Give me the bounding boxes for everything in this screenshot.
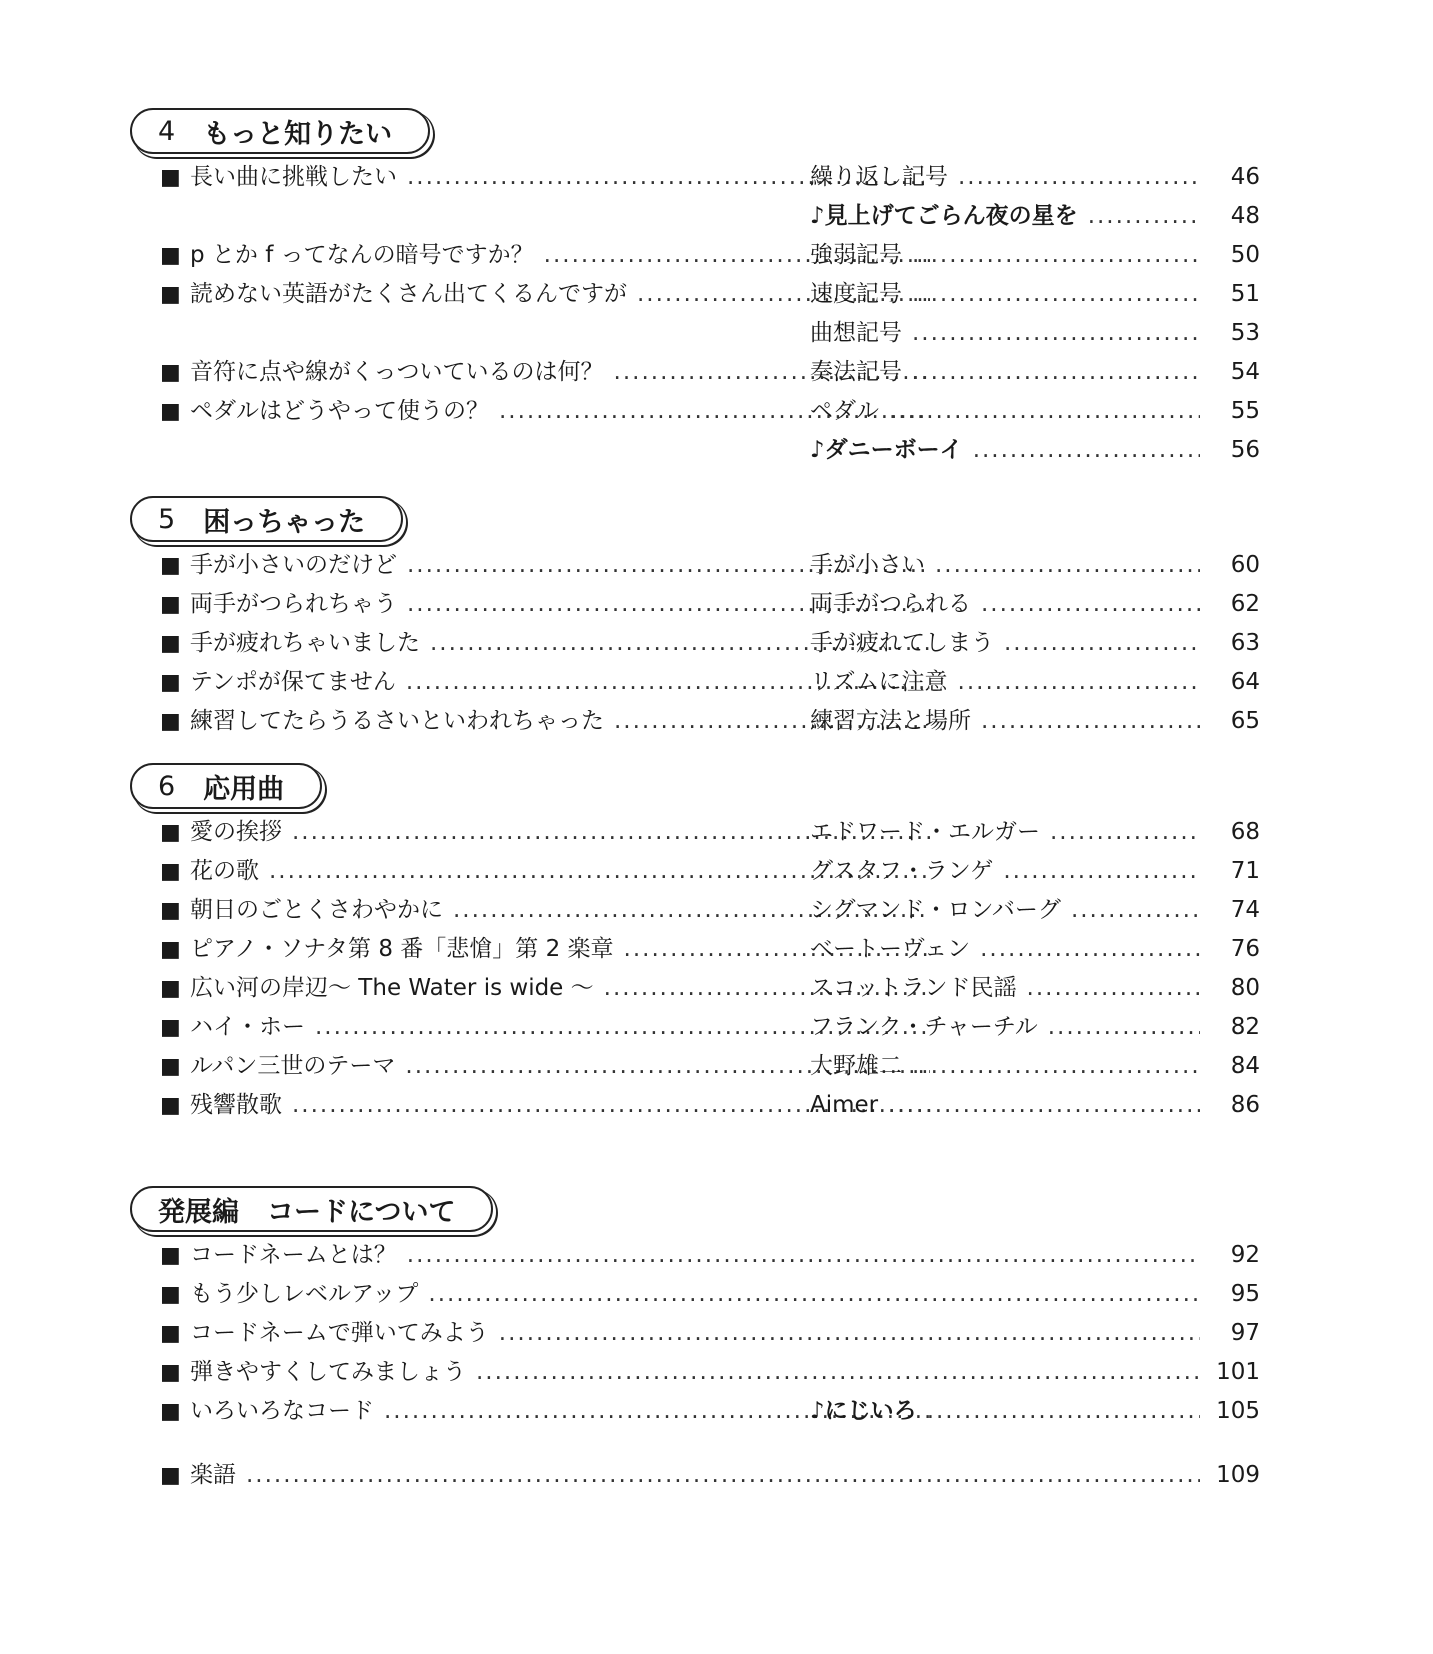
toc-composer: 大野雄二 [810,1053,902,1079]
toc-subtopic: 曲想記号 [810,320,902,346]
toc-composer: シグマンド・ロンバーグ [810,897,1061,923]
leader-dots [428,1275,1200,1314]
toc-row[interactable] [130,546,1260,585]
section-glossary [130,1456,1260,1495]
toc-row[interactable] [130,353,1260,392]
toc-subtopic: 速度記号 [810,281,902,307]
bullet-icon: ■ [160,820,181,845]
toc-topic: いろいろなコード [190,1398,374,1424]
page-number: 109 [1216,1462,1260,1488]
bullet-icon: ■ [160,1243,181,1268]
toc-row[interactable] [130,852,1260,891]
page-number: 80 [1230,975,1260,1001]
leader-dots [476,1353,1200,1392]
page-number: 64 [1230,669,1260,695]
toc-row[interactable] [130,1275,1260,1314]
toc-topic: ピアノ・ソナタ第 8 番「悲愴」第 2 楽章 [190,936,614,962]
toc-row[interactable] [130,1236,1260,1275]
toc-topic: 愛の挨拶 [190,819,282,845]
page-number: 62 [1230,591,1260,617]
toc-song: ♪見上げてごらん夜の星を [810,203,1078,229]
page-number: 65 [1230,708,1260,734]
leader-dots [1048,1008,1200,1047]
bullet-icon: ■ [160,898,181,923]
toc-row[interactable] [130,197,1260,236]
section-number: 6 [158,770,176,802]
page-number: 92 [1230,1242,1260,1268]
bullet-icon: ■ [160,1282,181,1307]
toc-topic: もう少しレベルアップ [190,1281,419,1307]
toc-topic: p とか f ってなんの暗号ですか？ [190,242,534,268]
page-number: 51 [1230,281,1260,307]
toc-subtopic: 両手がつられる [810,591,971,617]
bullet-icon: ■ [160,709,181,734]
leader-dots [912,1047,1200,1086]
leader-dots [981,702,1200,741]
leader-dots [912,275,1200,314]
bullet-icon: ■ [160,1463,181,1488]
leader-dots [935,546,1200,585]
toc-row[interactable] [130,158,1260,197]
leader-dots [888,1086,1200,1125]
toc-composer: ベートーヴェン [810,936,971,962]
toc-topic: 手が疲れちゃいました [190,630,420,656]
leader-dots [1027,969,1200,1008]
toc-row[interactable] [130,585,1260,624]
toc-row[interactable] [130,624,1260,663]
toc-row[interactable] [130,663,1260,702]
bullet-icon: ■ [160,1015,181,1040]
toc-topic: 朝日のごとくさわやかに [190,897,443,923]
bullet-icon: ■ [160,592,181,617]
toc-row[interactable] [130,813,1260,852]
leader-dots [1004,624,1200,663]
section-header [130,1186,493,1232]
page-number: 76 [1230,936,1260,962]
section-advanced [130,1186,1260,1431]
page-number: 56 [1230,437,1260,463]
leader-dots [981,585,1200,624]
toc-topic: ハイ・ホー [190,1014,305,1040]
page-number: 50 [1230,242,1260,268]
leader-dots [1050,813,1200,852]
toc-song: ♪ダニーボーイ [810,437,963,463]
page-number: 101 [1216,1359,1260,1385]
leader-dots [1003,852,1200,891]
section-4 [130,108,1260,470]
bullet-icon: ■ [160,859,181,884]
section-6 [130,763,1260,1125]
toc-row[interactable] [130,969,1260,1008]
toc-composer: フランク・チャーチル [810,1014,1038,1040]
toc-topic: 音符に点や線がくっついているのは何？ [190,359,604,385]
toc-row[interactable] [130,702,1260,741]
toc-composer: グスタフ・ランゲ [810,858,994,884]
leader-dots [407,1236,1200,1275]
toc-topic: ペダルはどうやって使うの？ [190,398,489,424]
toc-topic: テンポが保てません [190,669,396,695]
leader-dots [499,1314,1200,1353]
bullet-icon: ■ [160,1399,181,1424]
toc-topic: 長い曲に挑戦したい [190,164,397,190]
toc-row[interactable] [130,1353,1260,1392]
toc-topic: 手が小さいのだけど [190,552,397,578]
page-number: 63 [1230,630,1260,656]
leader-dots [912,236,1200,275]
toc-subtopic: リズムに注意 [810,669,948,695]
leader-dots [1071,891,1200,930]
section-title: 困っちゃった [203,506,366,538]
toc-topic: 残響散歌 [190,1092,282,1118]
toc-subtopic: 練習方法と場所 [810,708,971,734]
leader-dots [912,314,1200,353]
toc-topic: 花の歌 [190,858,259,884]
bullet-icon: ■ [160,1321,181,1346]
toc-composer: Aimer [810,1092,879,1118]
toc-topic: 楽語 [190,1462,236,1488]
toc-subtopic: 手が小さい [810,552,925,578]
bullet-icon: ■ [160,282,181,307]
toc-row[interactable] [130,1008,1260,1047]
page-number: 84 [1230,1053,1260,1079]
section-number: 発展編 [158,1196,239,1228]
leader-dots [246,1456,1200,1495]
page-number: 48 [1230,203,1260,229]
leader-dots [958,663,1200,702]
toc-topic: 読めない英語がたくさん出てくるんですが [190,281,627,307]
section-number: 4 [158,115,176,147]
toc-topic: 弾きやすくしてみましょう [190,1359,466,1385]
toc-subtopic: 奏法記号 [810,359,902,385]
leader-dots [958,158,1200,197]
toc-subtopic: ペダル [810,398,879,424]
bullet-icon: ■ [160,399,181,424]
page-number: 71 [1230,858,1260,884]
page-number: 97 [1230,1320,1260,1346]
page-number: 82 [1230,1014,1260,1040]
page-number: 60 [1230,552,1260,578]
page-number: 55 [1230,398,1260,424]
leader-dots [889,392,1200,431]
toc-topic: 広い河の岸辺〜 The Water is wide 〜 [190,975,594,1001]
leader-dots [927,1392,1200,1431]
bullet-icon: ■ [160,1054,181,1079]
toc-row[interactable] [130,1314,1260,1353]
toc-row[interactable] [130,314,1260,353]
toc-song: ♪にじいろ [810,1398,917,1424]
section-number: 5 [158,503,176,535]
toc-topic: コードネームで弾いてみよう [190,1320,489,1346]
bullet-icon: ■ [160,976,181,1001]
section-header [130,108,430,154]
leader-dots [980,930,1200,969]
page-number: 95 [1230,1281,1260,1307]
section-5 [130,496,1260,741]
section-title: 応用曲 [203,773,285,805]
toc-composer: スコットランド民謡 [810,975,1017,1001]
page-number: 86 [1230,1092,1260,1118]
toc-row[interactable] [130,236,1260,275]
toc-topic: 練習してたらうるさいといわれちゃった [190,708,604,734]
toc-subtopic: 繰り返し記号 [810,164,948,190]
section-header [130,496,403,542]
toc-row[interactable] [130,1086,1260,1125]
page-number: 46 [1230,164,1260,190]
section-header [130,763,322,809]
toc-row[interactable] [130,930,1260,969]
toc-row[interactable] [130,1456,1260,1495]
toc-topic: コードネームとは？ [190,1242,397,1268]
toc-subtopic: 手が疲れてしまう [810,630,994,656]
toc-topic: 両手がつられちゃう [190,591,397,617]
toc-row[interactable] [130,431,1260,470]
page-number: 68 [1230,819,1260,845]
toc-subtopic: 強弱記号 [810,242,902,268]
toc-row[interactable] [130,1392,1260,1431]
leader-dots [973,431,1200,470]
toc-composer: エドワード・エルガー [810,819,1040,845]
toc-row[interactable] [130,891,1260,930]
toc-row[interactable] [130,1047,1260,1086]
toc-row[interactable] [130,392,1260,431]
bullet-icon: ■ [160,553,181,578]
bullet-icon: ■ [160,937,181,962]
leader-dots [1088,197,1200,236]
bullet-icon: ■ [160,1093,181,1118]
leader-dots [912,353,1200,392]
page-number: 105 [1216,1398,1260,1424]
bullet-icon: ■ [160,165,181,190]
section-title: コードについて [267,1196,456,1228]
bullet-icon: ■ [160,670,181,695]
toc-row[interactable] [130,275,1260,314]
toc-topic: ルパン三世のテーマ [190,1053,396,1079]
page-number: 53 [1230,320,1260,346]
page-number: 74 [1230,897,1260,923]
bullet-icon: ■ [160,631,181,656]
bullet-icon: ■ [160,243,181,268]
bullet-icon: ■ [160,360,181,385]
bullet-icon: ■ [160,1360,181,1385]
section-title: もっと知りたい [203,118,393,150]
page-number: 54 [1230,359,1260,385]
